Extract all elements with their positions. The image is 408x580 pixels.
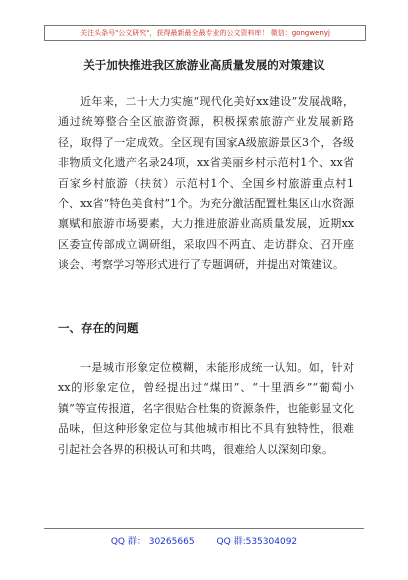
footer-qq-group-2: QQ 群:535304092 xyxy=(216,537,298,547)
section-paragraph: 一是城市形象定位模糊，未能形成统一认知。如，针对xx的形象定位，曾经提出过“煤田”、“十里酒乡”“葡萄小镇”等宣传报道，名字很贴合杜集的资源条件，也能彰显文化品味，但这种形象定位与其他城市相比不具有独特性，很难引起社会各界的积极认可和共鸣，很难给人以深刻印象。 xyxy=(58,361,354,456)
footer xyxy=(0,534,408,547)
intro-paragraph: 近年来，二十大力实施“现代化美好xx建设”发展战略，通过统筹整合全区旅游资源，积极探索旅游产业发展新路径，取得了一定成效。全区现有国家A级旅游景区3个，各级非物质文化遗产名录24项，xx省美丽乡村示范村1个、xx省百家乡村旅游（扶贫）示范村1个、全国乡村旅游重点村1个、xx省“特色美食村”1个。为充分激活配置杜集区山水资源禀赋和旅游市场要素，大力推进旅游业高质量发展，近期xx区委宣传部成立调研组，采取四不两直、走访群众、召开座谈会、考察学习等形式进行了专题调研，并提出对策建议。 xyxy=(58,95,354,272)
footer-divider xyxy=(44,528,364,529)
footer-qq-group-1: QQ 群： 30265665 xyxy=(110,537,195,547)
top-banner: 关注头条号"公文研究"，获得最新最全最专业的公文资料库！ 微信：gongwenyj xyxy=(44,25,366,41)
section-heading: 一、存在的问题 xyxy=(58,321,139,335)
document-title: 关于加快推进我区旅游业高质量发展的对策建议 xyxy=(83,58,325,72)
